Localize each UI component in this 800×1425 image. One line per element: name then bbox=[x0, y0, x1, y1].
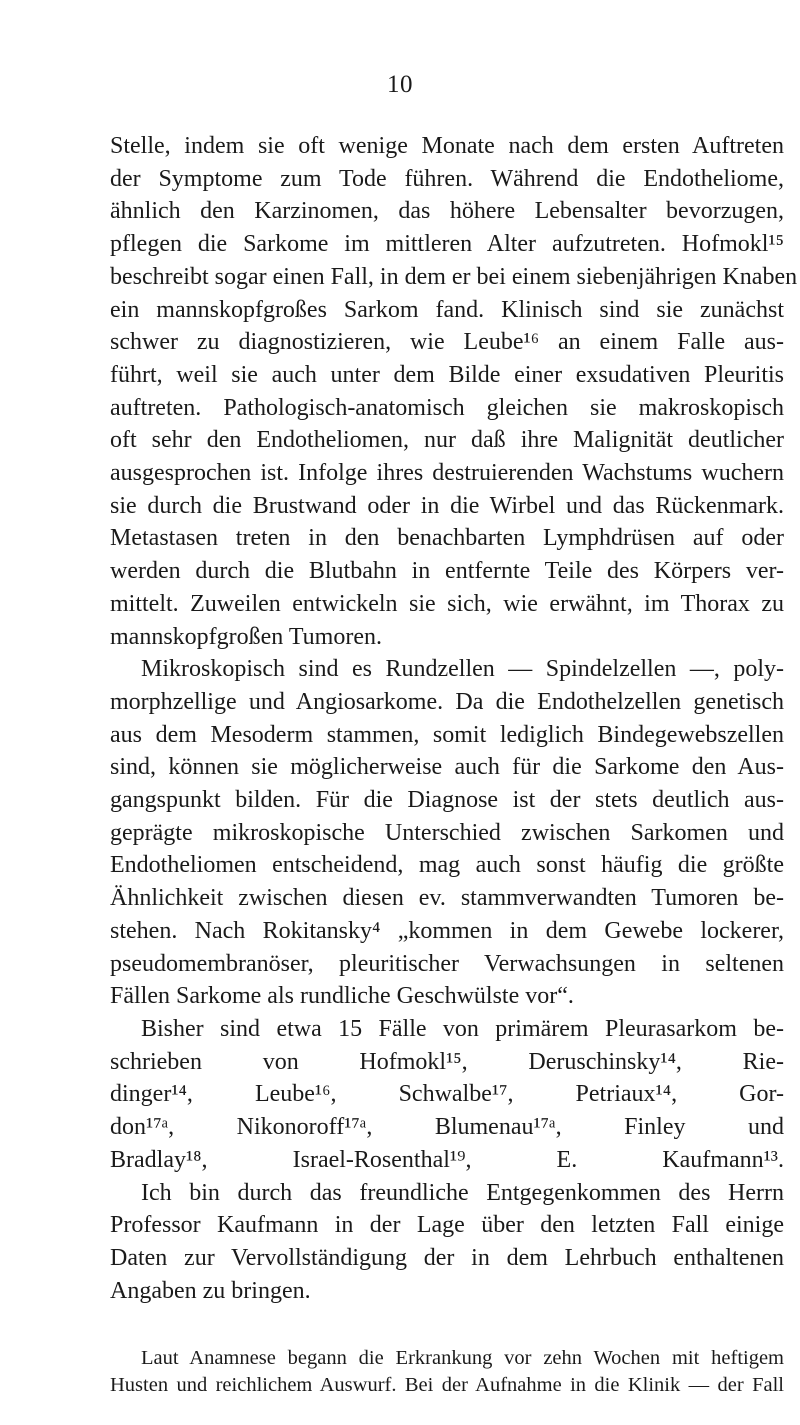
page-number: 10 bbox=[387, 71, 413, 98]
text-line: pseudomembranöser, pleuritischer Verwachsungen in seltenen bbox=[110, 950, 784, 977]
footnote-line: Husten und reichlichem Auswurf. Bei der Aufnahme in die Klinik — der Fall bbox=[110, 1374, 784, 1396]
text-line: Daten zur Vervollständigung der in dem Lehrbuch enthaltenen bbox=[110, 1244, 784, 1271]
text-line: Metastasen treten in den benachbarten Lymphdrüsen auf oder bbox=[110, 525, 784, 552]
text-line: schrieben von Hofmokl¹⁵, Deruschinsky¹⁴, Rie- bbox=[110, 1048, 784, 1075]
body-text bbox=[110, 130, 798, 1307]
text-line: pflegen die Sarkome im mittleren Alter aufzutreten. Hofmokl¹⁵ bbox=[110, 231, 784, 258]
text-line: mittelt. Zuweilen entwickeln sie sich, wie erwähnt, im Thorax zu bbox=[110, 590, 784, 617]
text-line: mannskopfgroßen Tumoren. bbox=[110, 623, 382, 650]
text-line: schwer zu diagnostizieren, wie Leube¹⁶ an einem Falle aus- bbox=[110, 329, 784, 356]
text-line: sind, können sie möglicherweise auch für die Sarkome den Aus- bbox=[110, 754, 784, 781]
text-line: ähnlich den Karzinomen, das höhere Lebensalter bevorzugen, bbox=[110, 198, 784, 225]
text-line: oft sehr den Endotheliomen, nur daß ihre Malignität deutlicher bbox=[110, 427, 784, 454]
text-line: Professor Kaufmann in der Lage über den letzten Fall einige bbox=[110, 1212, 784, 1239]
text-line: Ähnlichkeit zwischen diesen ev. stammverwandten Tumoren be- bbox=[110, 885, 784, 912]
text-line: geprägte mikroskopische Unterschied zwischen Sarkomen und bbox=[110, 819, 784, 846]
text-line: Endotheliomen entscheidend, mag auch sonst häufig die größte bbox=[110, 852, 784, 879]
text-line: Mikroskopisch sind es Rundzellen — Spindelzellen —, poly- bbox=[141, 656, 784, 683]
text-line: stehen. Nach Rokitansky⁴ „kommen in dem Gewebe lockerer, bbox=[110, 917, 784, 944]
text-line: dinger¹⁴, Leube¹⁶, Schwalbe¹⁷, Petriaux¹⁴, Gor- bbox=[110, 1081, 784, 1108]
text-line: Angaben zu bringen. bbox=[110, 1277, 311, 1304]
text-line: sie durch die Brustwand oder in die Wirbel und das Rückenmark. bbox=[110, 492, 784, 519]
text-line: Stelle, indem sie oft wenige Monate nach dem ersten Auftreten bbox=[110, 133, 784, 159]
paragraph-3 bbox=[110, 1013, 784, 1177]
paragraph-2 bbox=[110, 653, 784, 1013]
text-line: Bradlay¹⁸, Israel-Rosenthal¹⁹, E. Kaufmann¹³. bbox=[110, 1146, 784, 1173]
footnote bbox=[110, 1345, 784, 1399]
text-line: gangspunkt bilden. Für die Diagnose ist der stets deutlich aus- bbox=[110, 787, 784, 814]
text-line: aus dem Mesoderm stammen, somit lediglich Bindegewebszellen bbox=[110, 721, 784, 748]
text-line: ausgesprochen ist. Infolge ihres destruierenden Wachstums wuchern bbox=[110, 460, 784, 487]
text-line: der Symptome zum Tode führen. Während die Endotheliome, bbox=[110, 165, 784, 192]
text-line: ein mannskopfgroßes Sarkom fand. Klinisch sind sie zunächst bbox=[110, 296, 784, 323]
text-line: don¹⁷ᵃ, Nikonoroff¹⁷ᵃ, Blumenau¹⁷ᵃ, Finley und bbox=[110, 1114, 784, 1141]
text-line: Ich bin durch das freundliche Entgegenkommen des Herrn bbox=[141, 1179, 784, 1206]
paragraph-4 bbox=[110, 1177, 784, 1308]
text-line: führt, weil sie auch unter dem Bilde einer exsudativen Pleuritis bbox=[110, 361, 784, 388]
paragraph-1 bbox=[110, 130, 798, 653]
text-line: beschreibt sogar einen Fall, in dem er bei einem siebenjährigen Knaben bbox=[110, 263, 798, 290]
text-line: Fällen Sarkome als rundliche Geschwülste vor“. bbox=[110, 983, 574, 1010]
text-line: Bisher sind etwa 15 Fälle von primärem Pleurasarkom be- bbox=[141, 1015, 784, 1042]
footnote-line: Laut Anamnese begann die Erkrankung vor zehn Wochen mit heftigem bbox=[141, 1347, 784, 1369]
text-line: auftreten. Pathologisch-anatomisch gleichen sie makroskopisch bbox=[110, 394, 784, 421]
text-line: werden durch die Blutbahn in entfernte Teile des Körpers ver- bbox=[110, 558, 784, 585]
text-line: morphzellige und Angiosarkome. Da die Endothelzellen genetisch bbox=[110, 688, 784, 715]
